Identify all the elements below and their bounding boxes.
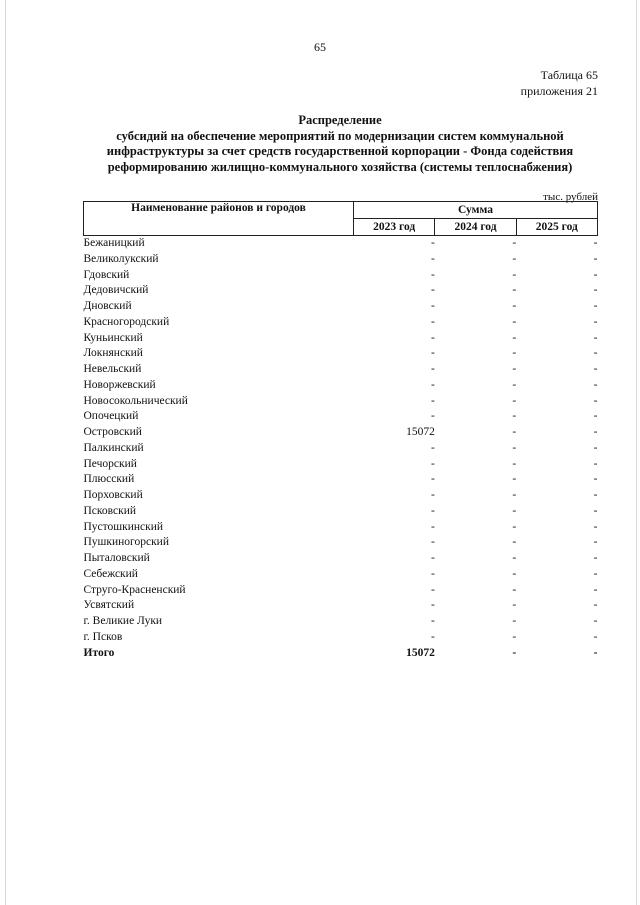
amount-cell: - xyxy=(431,441,435,454)
amount-cell: - xyxy=(431,630,435,643)
amount-cell: - xyxy=(431,315,435,328)
heading-line2: субсидий на обеспечение мероприятий по модернизации систем коммунальной xyxy=(116,128,564,143)
amount-cell: - xyxy=(512,237,517,249)
district-name: Опочецкий xyxy=(83,410,139,423)
total-amount-cell: - xyxy=(593,646,598,659)
table-row xyxy=(84,504,598,520)
table-row xyxy=(84,535,598,551)
amount-cell: - xyxy=(431,489,435,501)
district-name: Струго-Красненский xyxy=(83,583,186,596)
amount-cell: - xyxy=(593,504,598,517)
district-name: Усвятский xyxy=(83,599,135,612)
amount-cell: - xyxy=(512,615,517,627)
table-row xyxy=(84,236,598,252)
table-row xyxy=(84,472,598,488)
amount-cell: - xyxy=(593,426,598,438)
amount-cell: - xyxy=(512,284,517,297)
amount-cell: - xyxy=(431,583,435,596)
district-name: Пушкиногорский xyxy=(83,536,169,549)
table-row xyxy=(84,299,598,315)
amount-cell: - xyxy=(431,284,435,297)
scan-edge-right xyxy=(636,0,637,905)
amount-cell: - xyxy=(431,473,435,486)
district-name: Печорский xyxy=(83,457,137,470)
amount-cell: - xyxy=(593,410,598,423)
district-name: Куньинский xyxy=(83,331,143,344)
amount-cell: - xyxy=(431,237,435,249)
amount-cell: - xyxy=(512,583,517,596)
amount-cell: - xyxy=(512,331,517,344)
amount-cell: - xyxy=(512,473,517,486)
table-row xyxy=(84,425,598,441)
amount-cell: - xyxy=(593,268,598,281)
table-row xyxy=(84,520,598,536)
table-reference xyxy=(521,67,598,99)
district-name: Новосокольнический xyxy=(83,394,188,407)
amount-cell: - xyxy=(593,473,598,486)
amount-cell: - xyxy=(512,504,517,517)
header-year-2024: 2024 год xyxy=(435,219,516,236)
amount-cell: - xyxy=(593,284,598,297)
table-body xyxy=(84,236,598,662)
header-row-1 xyxy=(84,202,598,219)
table-row xyxy=(84,315,598,331)
table-reference-line1: Таблица 65 xyxy=(540,68,598,82)
amount-cell: - xyxy=(512,394,517,407)
table-row xyxy=(84,567,598,583)
amount-cell: - xyxy=(431,331,435,344)
district-name: Островский xyxy=(83,426,142,438)
district-name: Пустошкинский xyxy=(83,520,164,533)
amount-cell: - xyxy=(593,441,598,454)
amount-cell: - xyxy=(512,268,517,281)
table-row xyxy=(84,583,598,599)
table-row xyxy=(84,283,598,299)
amount-cell: - xyxy=(431,300,435,312)
amount-cell: - xyxy=(431,599,435,612)
district-name: Невельский xyxy=(83,363,142,375)
table-row xyxy=(84,457,598,473)
table-row xyxy=(84,268,598,284)
amount-cell: - xyxy=(593,378,598,391)
district-name: Дедовичский xyxy=(83,284,149,297)
table-row xyxy=(84,551,598,567)
table-row xyxy=(84,630,598,646)
table-row xyxy=(84,598,598,614)
amount-cell: - xyxy=(593,237,598,249)
amount-cell: - xyxy=(512,252,517,265)
header-name-column: Наименование районов и городов xyxy=(84,202,354,236)
amount-cell: - xyxy=(431,363,435,375)
district-name: Пыталовский xyxy=(83,552,150,564)
table-row xyxy=(84,331,598,347)
header-sum-column: Сумма xyxy=(354,202,598,219)
amount-cell: - xyxy=(512,315,517,328)
amount-cell: - xyxy=(512,378,517,391)
amount-cell: - xyxy=(512,536,517,549)
amount-cell: - xyxy=(431,252,435,265)
amount-cell: - xyxy=(512,630,517,643)
header-year-2025: 2025 год xyxy=(516,219,597,236)
amount-cell: - xyxy=(512,410,517,423)
amount-cell: - xyxy=(512,347,517,360)
district-name: г. Псков xyxy=(83,630,123,643)
district-name: Порховский xyxy=(83,489,143,501)
document-heading xyxy=(60,113,620,175)
amount-cell: - xyxy=(593,630,598,643)
district-name: Плюсский xyxy=(83,473,135,486)
amount-cell: - xyxy=(512,599,517,612)
amount-cell: - xyxy=(512,300,517,312)
district-name: Красногородский xyxy=(83,315,170,328)
amount-cell: - xyxy=(431,268,435,281)
units-label: тыс. рублей xyxy=(543,191,598,203)
amount-cell: - xyxy=(593,489,598,501)
amount-cell: - xyxy=(593,536,598,549)
amount-cell: - xyxy=(431,410,435,423)
amount-cell: - xyxy=(593,583,598,596)
amount-cell: - xyxy=(512,363,517,375)
total-amount-cell: - xyxy=(512,646,517,659)
amount-cell: - xyxy=(593,252,598,265)
amount-cell: - xyxy=(512,567,517,580)
page-number: 65 xyxy=(314,40,326,54)
amount-cell: - xyxy=(512,520,517,533)
total-label: Итого xyxy=(83,646,115,659)
district-name: Локнянский xyxy=(83,347,143,360)
table-header xyxy=(84,202,598,236)
amount-cell: - xyxy=(431,615,435,627)
table-row xyxy=(84,441,598,457)
table-row xyxy=(84,252,598,268)
table-row xyxy=(84,409,598,425)
table-row xyxy=(84,346,598,362)
heading-line3: инфраструктуры за счет средств государственной корпорации - Фонда содействия xyxy=(106,144,574,158)
amount-cell: - xyxy=(593,331,598,344)
district-name: Псковский xyxy=(83,504,137,517)
subsidy-table xyxy=(83,201,598,661)
amount-cell: - xyxy=(512,552,517,564)
amount-cell: - xyxy=(593,363,598,375)
amount-cell: - xyxy=(431,552,435,564)
amount-cell: - xyxy=(431,378,435,391)
scan-edge-left xyxy=(5,0,6,905)
total-amount-cell: 15072 xyxy=(406,646,435,659)
amount-cell: - xyxy=(593,394,598,407)
amount-cell: - xyxy=(593,552,598,564)
district-name: г. Великие Луки xyxy=(83,615,163,627)
district-name: Дновский xyxy=(83,300,132,312)
amount-cell: - xyxy=(431,504,435,517)
amount-cell: - xyxy=(593,457,598,470)
amount-cell: - xyxy=(431,567,435,580)
amount-cell: - xyxy=(593,347,598,360)
amount-cell: - xyxy=(593,520,598,533)
amount-cell: - xyxy=(512,441,517,454)
heading-line1: Распределение xyxy=(298,113,382,127)
amount-cell: - xyxy=(431,394,435,407)
total-row xyxy=(84,646,598,662)
amount-cell: - xyxy=(512,457,517,470)
amount-cell: - xyxy=(431,536,435,549)
amount-cell: - xyxy=(593,300,598,312)
district-name: Бежаницкий xyxy=(83,237,145,249)
heading-line4: реформированию жилищно-коммунального хозяйства (системы теплоснабжения) xyxy=(107,159,573,174)
table-reference-line2: приложения 21 xyxy=(520,84,598,98)
amount-cell: - xyxy=(431,347,435,360)
table-row xyxy=(84,394,598,410)
district-name: Великолукский xyxy=(83,252,159,265)
header-year-2023: 2023 год xyxy=(354,219,435,236)
amount-cell: - xyxy=(593,599,598,612)
amount-cell: - xyxy=(593,615,598,627)
amount-cell: - xyxy=(593,315,598,328)
district-name: Гдовский xyxy=(83,268,130,281)
table-row xyxy=(84,378,598,394)
table-row xyxy=(84,614,598,630)
amount-cell: - xyxy=(431,520,435,533)
amount-cell: - xyxy=(431,457,435,470)
district-name: Новоржевский xyxy=(83,378,156,391)
amount-cell: - xyxy=(512,489,517,501)
amount-cell: - xyxy=(593,567,598,580)
table-row xyxy=(84,488,598,504)
amount-cell: 15072 xyxy=(406,426,435,438)
table-row xyxy=(84,362,598,378)
district-name: Себежский xyxy=(83,567,138,580)
amount-cell: - xyxy=(512,426,517,438)
district-name: Палкинский xyxy=(83,441,144,454)
